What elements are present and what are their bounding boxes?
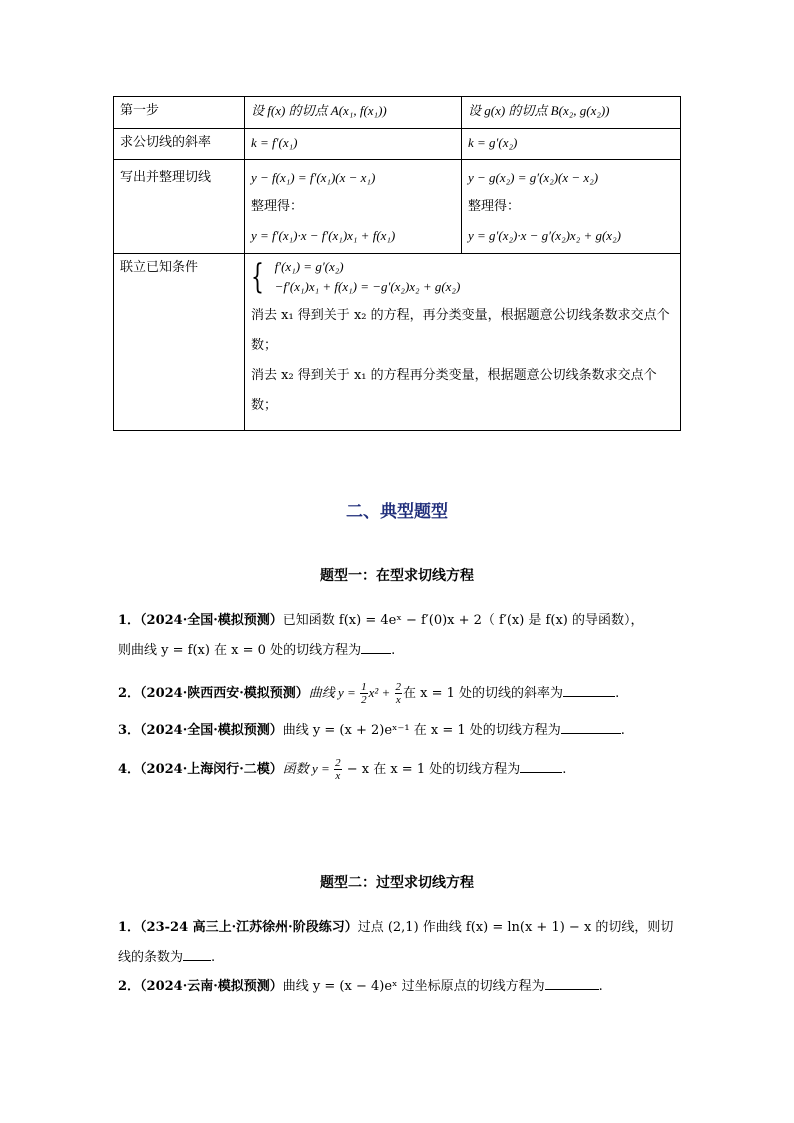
row-label: 写出并整理切线 [114,160,245,254]
answer-blank [183,946,211,961]
cell-g: 设 g(x) 的切点 B(x₂, g(x₂)) [462,97,681,129]
row-label: 联立已知条件 [114,254,245,431]
method-note-2: 消去 x₂ 得到关于 x₁ 的方程再分类变量，根据题意公切线条数求交点个数； [251,368,657,413]
table-row [114,254,681,431]
question-1-2 [118,678,678,709]
cell-g: k = g′(x₂) [462,129,681,160]
question-number: 3． [118,723,141,738]
question-source: （2024·全国·模拟预测） [140,723,283,738]
question-end: . [391,643,396,658]
question-1-1 [118,606,678,666]
question-end: . [562,762,567,777]
arrange-label: 整理得： [251,199,304,214]
question-number: 1． [118,920,141,935]
question-source: （2024·陕西西安·模拟预测） [140,686,309,701]
question-text: 已知函数 f(x) = 4eˣ − f′(0)x + 2（ f′(x) 是 f(x) 的导函数）， [282,613,644,628]
answer-blank [545,975,599,990]
answer-blank [561,719,621,734]
answer-blank [520,758,562,773]
question-number: 2． [118,686,141,701]
cell-f: 设 f(x) 的切点 A(x₁, f(x₁)) [245,97,462,129]
question-text: 则曲线 y = f(x) 在 x = 0 处的切线方程为 [118,643,362,658]
question-source: （2024·全国·模拟预测） [140,613,283,628]
fraction-denominator: x [395,694,401,706]
arrange-label: 整理得： [468,199,521,214]
question-end: . [211,950,216,965]
question-end: . [615,686,620,701]
brace-icon: { [251,257,264,297]
question-text: 在 x = 1 处的切线的斜率为 [403,686,564,701]
row-label: 第一步 [114,97,245,129]
fraction-denominator: x [335,770,341,782]
tangent-eq-arranged: y = g′(x₂)·x − g′(x₂)x₂ + g(x₂) [468,228,621,243]
fraction [395,681,403,706]
system-eq-1: f′(x₁) = g′(x₂) [274,259,344,274]
question-end: . [620,723,625,738]
method-note-1: 消去 x₁ 得到关于 x₂ 的方程，再分类变量，根据题意公切线条数求交点个数； [251,308,670,353]
question-text: − x 在 x = 1 处的切线方程为 [342,762,521,777]
question-end: . [598,979,603,994]
fraction-denominator: 2 [361,694,367,706]
question-1-4 [118,754,678,785]
cell-f [245,160,462,254]
question-text: 曲线 y = (x + 2)eˣ⁻¹ 在 x = 1 处的切线方程为 [282,723,561,738]
question-text: 曲线 y = (x − 4)eˣ 过坐标原点的切线方程为 [282,979,545,994]
question-2-1 [118,913,678,973]
question-text: 函数 y = [282,761,334,776]
table-row [114,129,681,160]
tangent-eq: y − f(x₁) = f′(x₁)(x − x₁) [251,170,376,185]
question-2-2 [118,972,678,1002]
table-row [114,160,681,254]
fraction-numerator: 2 [335,757,341,769]
answer-blank [563,682,615,697]
fraction-numerator: 1 [361,681,367,693]
table-row [114,97,681,129]
method-table [113,96,681,431]
question-source: （2024·云南·模拟预测） [140,979,283,994]
fraction [360,681,368,706]
cell-f: k = f′(x₁) [245,129,462,160]
fraction [334,757,342,782]
tangent-eq-arranged: y = f′(x₁)·x − f′(x₁)x₁ + f(x₁) [251,228,396,243]
answer-blank [361,639,391,654]
question-number: 4． [118,762,141,777]
question-text: x² + [368,685,394,700]
question-number: 2． [118,979,141,994]
question-number: 1． [118,613,141,628]
tangent-eq: y − g(x₂) = g′(x₂)(x − x₂) [468,170,599,185]
cell-g [462,160,681,254]
question-text: 过点 (2,1) 作曲线 f(x) = ln(x + 1) − x 的切线，则切 [357,920,674,935]
equation-system [251,257,674,297]
question-text: 线的条数为 [118,950,184,965]
question-source: （23-24 高三上·江苏徐州·阶段练习） [140,920,358,935]
cell-conditions [245,254,681,431]
question-1-3 [118,716,678,746]
type2-title: 题型二：过型求切线方程 [320,875,474,891]
section-title: 二、典型题型 [346,502,448,522]
fraction-numerator: 2 [395,681,402,693]
type1-title: 题型一：在型求切线方程 [320,568,474,584]
system-eq-2: −f′(x₁)x₁ + f(x₁) = −g′(x₂)x₂ + g(x₂) [274,279,461,294]
question-source: （2024·上海闵行·二模） [140,762,283,777]
question-text: 曲线 y = [308,685,360,700]
row-label: 求公切线的斜率 [114,129,245,160]
